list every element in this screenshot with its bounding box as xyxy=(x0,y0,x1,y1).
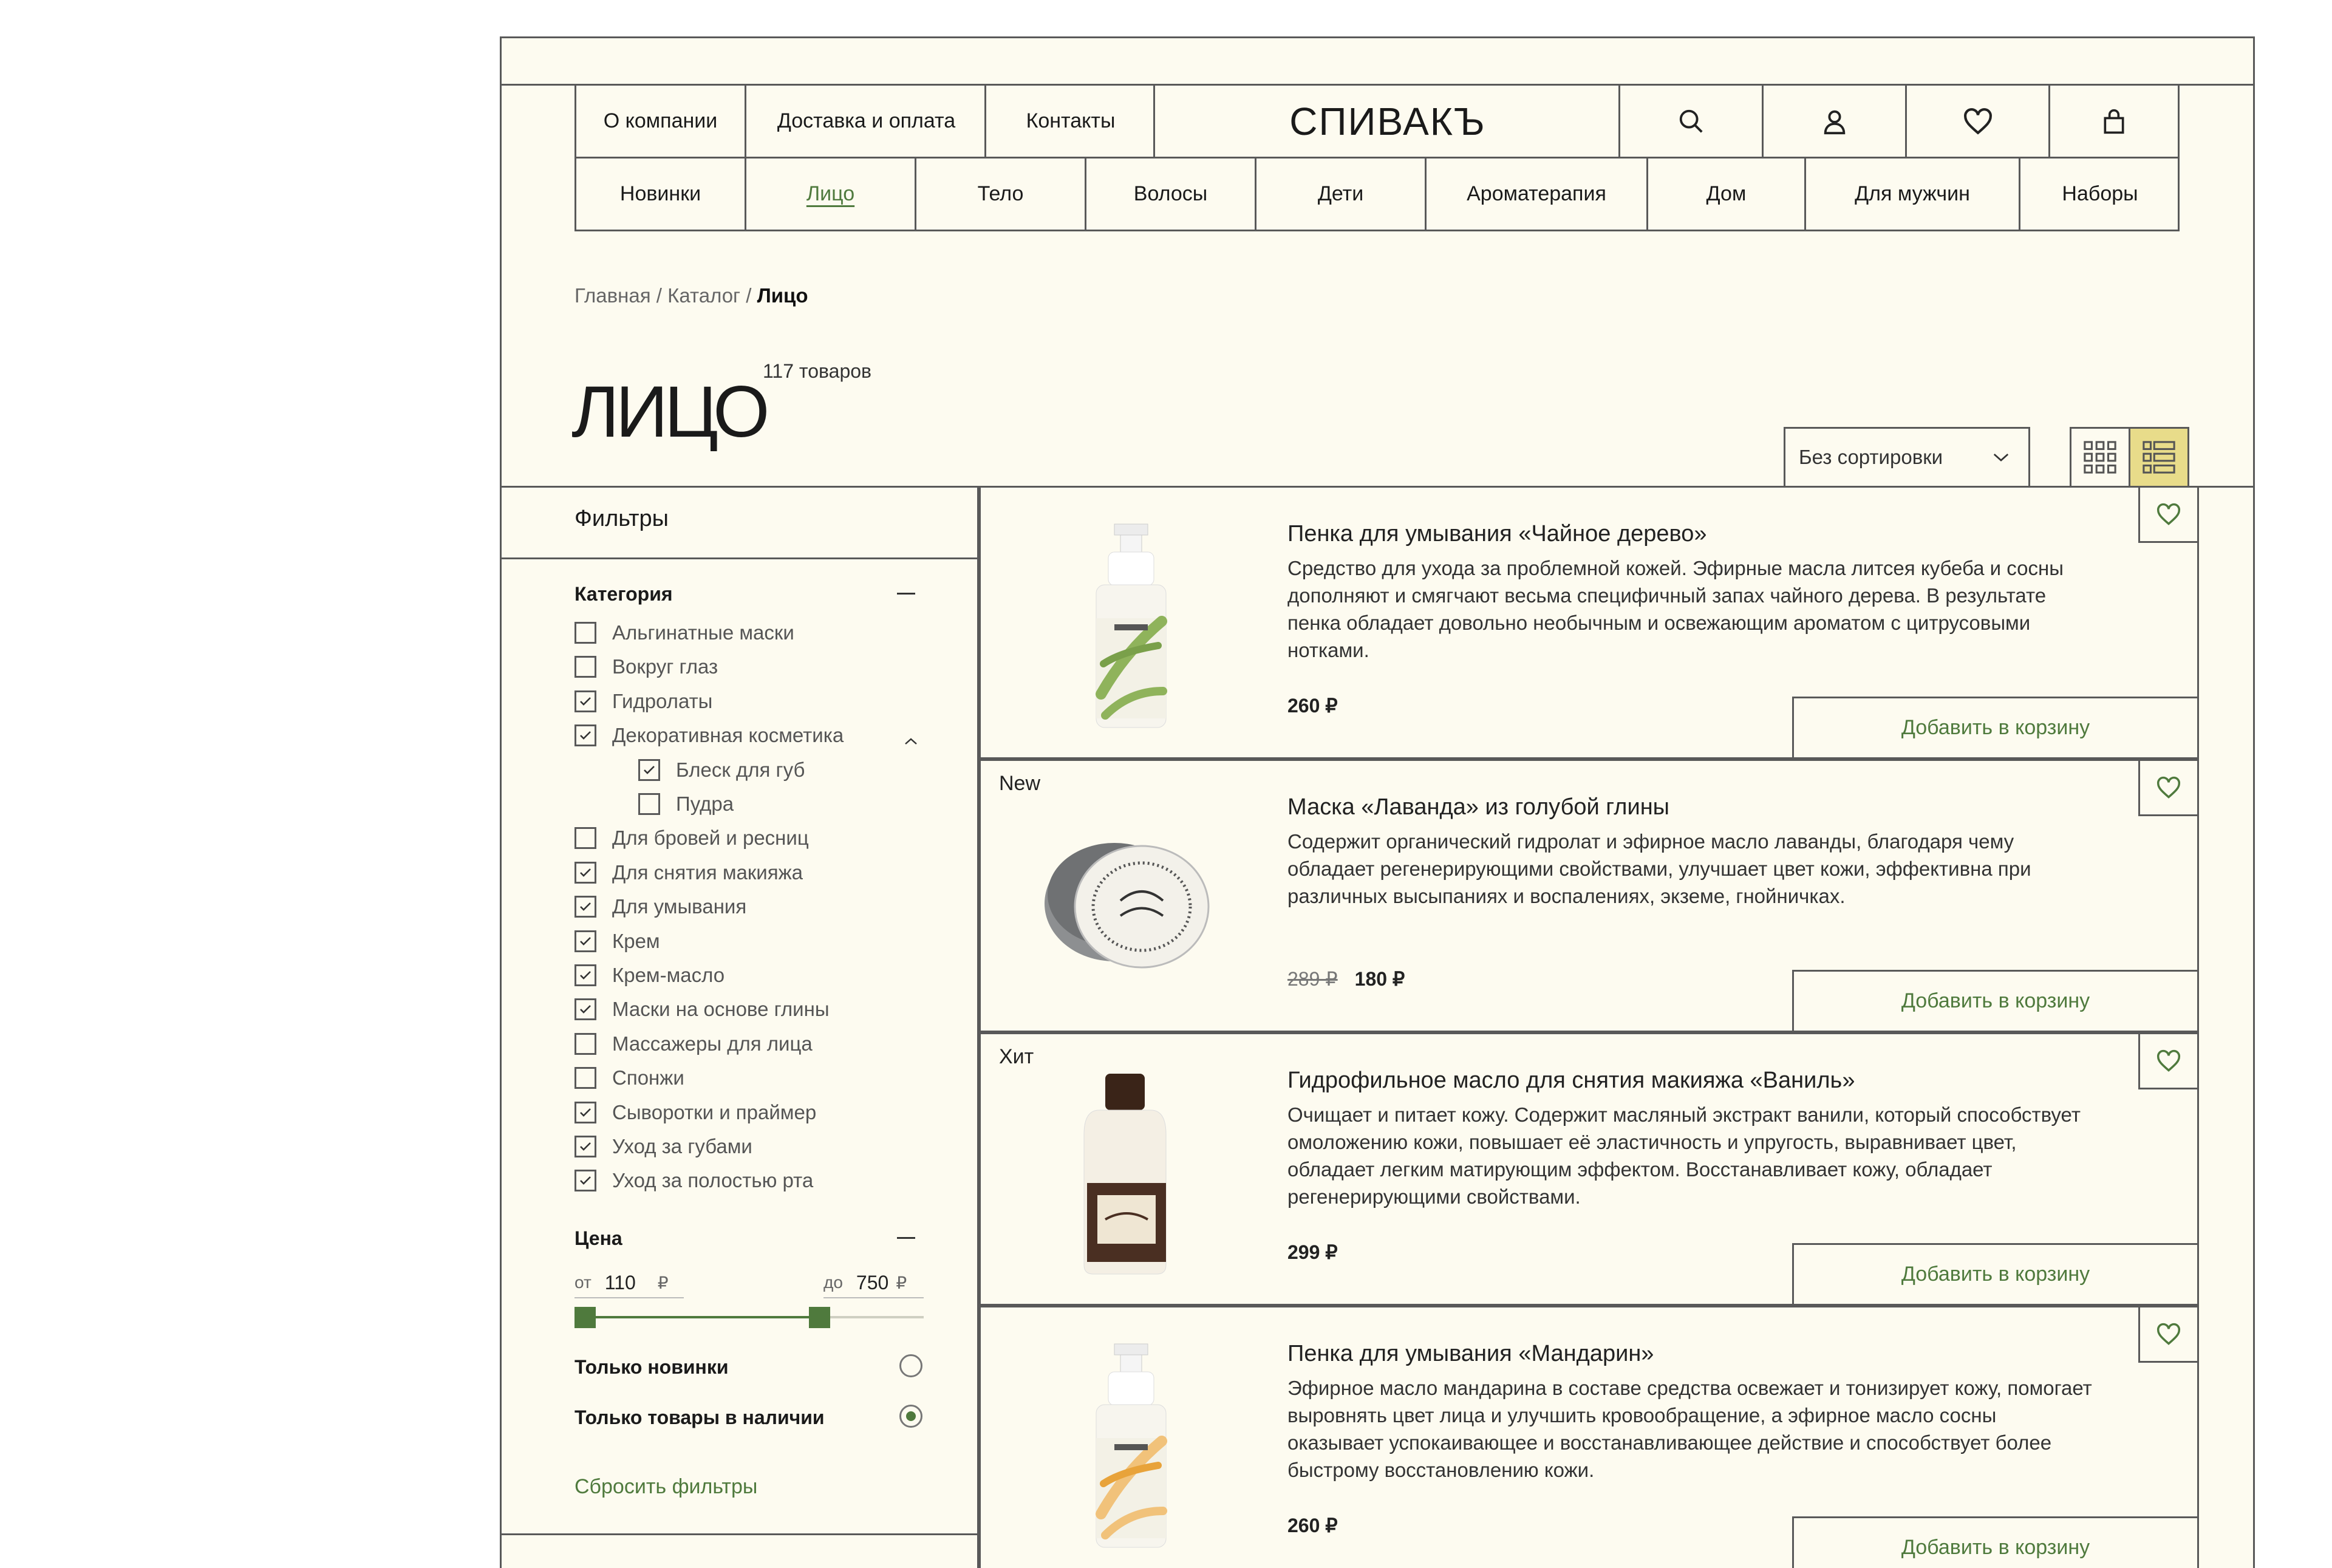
category-label: Сыворотки и праймер xyxy=(612,1100,817,1123)
product-badge: Хит xyxy=(999,1045,1034,1068)
product-card[interactable] xyxy=(979,486,2199,759)
product-old-price: 289 ₽ xyxy=(1287,968,1338,990)
category-label: Гидролаты xyxy=(612,689,713,712)
cat-new[interactable]: Новинки xyxy=(619,182,701,205)
nav-about[interactable]: О компании xyxy=(603,109,718,132)
checkbox[interactable] xyxy=(574,827,596,849)
account-button[interactable] xyxy=(1764,86,1905,157)
checkbox[interactable] xyxy=(574,1102,596,1123)
category-label: Для снятия макияжа xyxy=(612,861,803,884)
cat-face[interactable]: Лицо xyxy=(806,182,855,205)
product-price xyxy=(1287,1241,1338,1264)
product-price xyxy=(1287,967,1405,990)
product-card[interactable] xyxy=(979,1032,2199,1306)
heart-icon xyxy=(1963,107,1993,135)
product-badge: New xyxy=(999,772,1041,795)
category-filter-item[interactable] xyxy=(574,861,803,884)
category-label: Крем-масло xyxy=(612,964,725,986)
category-filter-item[interactable] xyxy=(638,793,734,816)
category-filter-item[interactable] xyxy=(574,964,724,987)
category-filter-item[interactable] xyxy=(574,827,809,850)
checkbox[interactable] xyxy=(574,862,596,884)
category-label: Крем xyxy=(612,929,660,952)
heart-icon xyxy=(2156,1323,2181,1346)
heart-icon xyxy=(2156,776,2181,799)
header-bottom-divider xyxy=(574,230,2180,231)
price-slider-range xyxy=(587,1316,821,1318)
category-label: Для умывания xyxy=(612,895,747,918)
cat-body[interactable]: Тело xyxy=(977,182,1024,205)
cat-men[interactable]: Для мужчин xyxy=(1855,182,1970,205)
product-image[interactable] xyxy=(1029,1058,1224,1283)
category-label: Для бровей и ресниц xyxy=(612,827,809,850)
category-filter-item[interactable] xyxy=(574,895,746,918)
only-new-label: Только новинки xyxy=(574,1356,729,1378)
category-label: Альгинатные маски xyxy=(612,621,794,644)
category-filter-item[interactable] xyxy=(574,1169,813,1192)
sort-select[interactable] xyxy=(1784,427,2030,488)
checkbox[interactable] xyxy=(638,793,660,815)
cat-sets[interactable]: Наборы xyxy=(2062,182,2138,205)
add-to-cart-button[interactable]: Добавить в корзину xyxy=(1792,1243,2199,1306)
only-stock-label: Только товары в наличии xyxy=(574,1406,825,1428)
only-new-toggle[interactable] xyxy=(899,1354,922,1377)
category-filter-item[interactable] xyxy=(638,758,805,782)
search-icon xyxy=(1677,107,1705,135)
heart-icon xyxy=(2156,1049,2181,1072)
checkbox[interactable] xyxy=(574,1067,596,1089)
category-filter-item[interactable] xyxy=(574,1135,752,1158)
product-name[interactable]: Маска «Лаванда» из голубой глины xyxy=(1287,794,1669,820)
product-price xyxy=(1287,1514,1338,1537)
user-icon xyxy=(1821,107,1849,135)
favorite-button[interactable] xyxy=(2138,486,2199,543)
checkbox[interactable] xyxy=(574,622,596,644)
bag-icon xyxy=(2101,107,2127,135)
product-current-price: 260 ₽ xyxy=(1287,1515,1338,1536)
category-label: Вокруг глаз xyxy=(612,655,718,678)
favorite-button[interactable] xyxy=(2138,1032,2199,1089)
product-card[interactable] xyxy=(979,759,2199,1032)
checkbox[interactable] xyxy=(574,964,596,986)
product-card[interactable] xyxy=(979,1306,2199,1568)
category-label: Блеск для губ xyxy=(676,758,805,781)
nav-delivery[interactable]: Доставка и оплата xyxy=(777,109,956,132)
category-filter-item[interactable] xyxy=(574,1101,816,1124)
product-current-price: 299 ₽ xyxy=(1287,1241,1338,1263)
category-filter-item[interactable] xyxy=(574,998,830,1021)
collapse-price-button[interactable] xyxy=(897,1237,915,1239)
category-label: Спонжи xyxy=(612,1066,684,1089)
category-filter-item[interactable] xyxy=(574,724,844,747)
category-label: Уход за полостью рта xyxy=(612,1169,814,1192)
product-description: Очищает и питает кожу. Содержит масляный экстракт ванили, который способствует омоложению кожи, повышает её эластичность и упругость, выравнивает цвет, обладает легким матирующим эффектом. Восстанавливает кожу, обладает регенерирующими свойствами. xyxy=(1287,1103,2081,1208)
checkbox[interactable] xyxy=(574,724,596,746)
list-icon xyxy=(2141,440,2177,475)
favorites-button[interactable] xyxy=(1907,86,2048,157)
breadcrumb-catalog[interactable]: Каталог xyxy=(667,284,741,307)
product-description: Эфирное масло мандарина в составе средства освежает и тонизирует кожу, помогает выровнять цвет лица и улучшить кровообращение, а эфирное масло сосны оказывает успокаивающее и восстанавливающее действие и способствует более быстрому восстановлению кожи. xyxy=(1287,1377,2092,1481)
cat-home[interactable]: Дом xyxy=(1706,182,1747,205)
category-filter-item[interactable] xyxy=(574,1032,813,1055)
product-image[interactable] xyxy=(1029,785,1224,1010)
nav-contacts[interactable]: Контакты xyxy=(1026,109,1116,132)
checkbox[interactable] xyxy=(574,998,596,1020)
price-slider-min-handle[interactable] xyxy=(574,1307,596,1328)
chevron-up-icon[interactable] xyxy=(904,728,918,751)
category-filter-item[interactable] xyxy=(574,655,718,678)
category-filter-item[interactable] xyxy=(574,621,794,644)
product-name[interactable]: Пенка для умывания «Мандарин» xyxy=(1287,1341,1654,1366)
category-label: Маски на основе глины xyxy=(612,998,830,1021)
product-image[interactable] xyxy=(1029,1332,1224,1556)
product-description: Содержит органический гидролат и эфирное масло лаванды, благодаря чему обладает регенерирующими свойствами, улучшает цвет кожи, эффективна при различных высыпаниях и воспалениях, экземе, гнойничках. xyxy=(1287,830,2031,907)
breadcrumb: Главная / Каталог / Лицо xyxy=(574,284,808,307)
category-filter-item[interactable] xyxy=(574,1066,684,1089)
reset-filters-link[interactable]: Сбросить фильтры xyxy=(574,1475,758,1498)
favorite-button[interactable] xyxy=(2138,1306,2199,1363)
checkbox[interactable] xyxy=(574,690,596,712)
category-label: Массажеры для лица xyxy=(612,1032,813,1055)
category-label: Декоративная косметика xyxy=(612,724,844,747)
price-from-value: 110 xyxy=(604,1271,636,1294)
product-current-price: 260 ₽ xyxy=(1287,695,1338,717)
price-to-value: 750 xyxy=(856,1271,889,1294)
category-filter-item[interactable] xyxy=(574,930,660,953)
cat-kids[interactable]: Дети xyxy=(1317,182,1364,205)
collapse-category-button[interactable] xyxy=(897,593,915,595)
category-filter-title: Категория xyxy=(574,583,673,605)
product-image[interactable] xyxy=(1029,512,1224,737)
breadcrumb-home[interactable]: Главная xyxy=(574,284,651,307)
checkbox[interactable] xyxy=(574,1033,596,1055)
product-current-price: 180 ₽ xyxy=(1354,968,1405,990)
filters-title: Фильтры xyxy=(574,506,669,531)
checkbox[interactable] xyxy=(574,930,596,952)
price-slider-max-handle[interactable] xyxy=(809,1307,830,1328)
product-description: Средство для ухода за проблемной кожей. Эфирные масла литсея кубеба и сосны дополняют и смягчают весьма специфичный запах чайного дерева. В результате пенка обладает довольно необычным и освежающим ароматом с цитрусовыми нотками. xyxy=(1287,557,2064,661)
sort-value: Без сортировки xyxy=(1799,446,1943,468)
only-stock-toggle[interactable] xyxy=(899,1405,922,1428)
category-filter-item[interactable] xyxy=(574,690,712,713)
checkbox[interactable] xyxy=(574,1136,596,1157)
price-filter-title: Цена xyxy=(574,1227,622,1249)
search-button[interactable] xyxy=(1620,86,1762,157)
cat-aroma[interactable]: Ароматерапия xyxy=(1467,182,1606,205)
add-to-cart-button[interactable]: Добавить в корзину xyxy=(1792,1516,2199,1568)
product-name[interactable]: Гидрофильное масло для снятия макияжа «Ваниль» xyxy=(1287,1068,1855,1093)
checkbox[interactable] xyxy=(574,656,596,678)
add-to-cart-button[interactable]: Добавить в корзину xyxy=(1792,970,2199,1032)
price-from-field[interactable]: от 110 ₽ xyxy=(574,1268,684,1298)
page-title: ЛИЦО xyxy=(571,371,766,452)
logo[interactable]: СПИВАКЪ xyxy=(1289,99,1486,143)
cart-button[interactable] xyxy=(2050,86,2178,157)
page-frame xyxy=(500,36,2255,1568)
favorite-button[interactable] xyxy=(2138,759,2199,816)
price-to-field[interactable]: до 750 ₽ xyxy=(823,1268,924,1298)
add-to-cart-button[interactable]: Добавить в корзину xyxy=(1792,697,2199,759)
checkbox[interactable] xyxy=(574,896,596,918)
checkbox[interactable] xyxy=(638,759,660,781)
product-name[interactable]: Пенка для умывания «Чайное дерево» xyxy=(1287,521,1707,547)
chevron-down-icon xyxy=(1992,451,2010,463)
category-label: Уход за губами xyxy=(612,1135,752,1157)
cat-hair[interactable]: Волосы xyxy=(1133,182,1208,205)
breadcrumb-current: Лицо xyxy=(757,284,808,307)
heart-icon xyxy=(2156,503,2181,526)
product-count: 117 товаров xyxy=(763,360,872,382)
category-label: Пудра xyxy=(676,793,734,815)
view-list-button[interactable] xyxy=(2129,427,2189,488)
product-price xyxy=(1287,694,1338,717)
grid-icon xyxy=(2082,440,2118,475)
checkbox[interactable] xyxy=(574,1170,596,1191)
view-grid-button[interactable] xyxy=(2070,427,2130,488)
